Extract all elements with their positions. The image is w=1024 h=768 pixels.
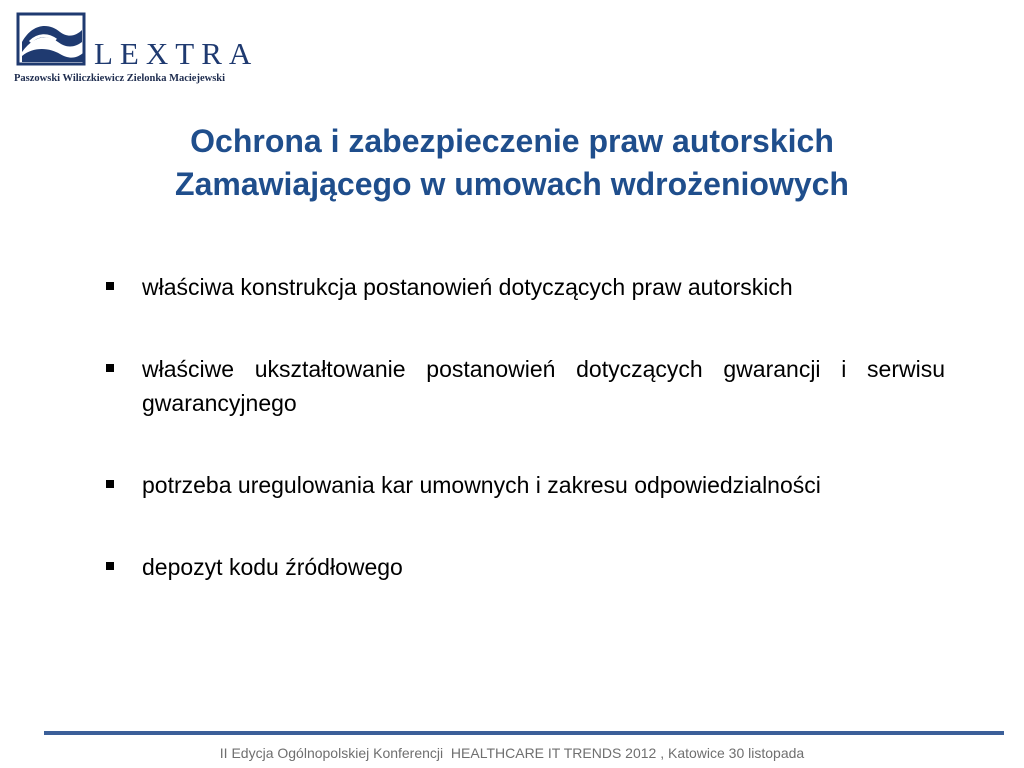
bullet-text: właściwa konstrukcja postanowień dotyczących praw autorskich	[142, 274, 793, 300]
square-bullet-icon	[106, 282, 114, 290]
bullet-text: depozyt kodu źródłowego	[142, 554, 403, 580]
square-bullet-icon	[106, 480, 114, 488]
bullet-text: właściwe ukształtowanie postanowień dotyczących gwarancji i serwisu gwarancyjnego	[142, 356, 945, 416]
list-item	[100, 550, 945, 584]
lextra-logo	[12, 10, 272, 90]
bullet-list	[100, 270, 945, 584]
bullet-text: potrzeba uregulowania kar umownych i zakresu odpowiedzialności	[142, 472, 821, 498]
logo-wordmark: LEXTRA	[94, 36, 259, 71]
footer-divider	[44, 731, 1004, 735]
list-item	[100, 270, 945, 304]
square-bullet-icon	[106, 364, 114, 372]
title-line-2: Zamawiającego w umowach wdrożeniowych	[175, 166, 849, 202]
footer-text: II Edycja Ogólnopolskiej Konferencji HEALTHCARE IT TRENDS 2012 , Katowice 30 listopada	[219, 745, 805, 761]
logo-partners: Paszowski Wiliczkiewicz Zielonka Maciejewski	[14, 73, 226, 84]
title-line-1: Ochrona i zabezpieczenie praw autorskich	[190, 123, 834, 159]
list-item	[100, 468, 945, 502]
list-item	[100, 352, 945, 420]
lextra-emblem-icon	[16, 12, 96, 76]
square-bullet-icon	[106, 562, 114, 570]
slide-title	[40, 120, 984, 206]
